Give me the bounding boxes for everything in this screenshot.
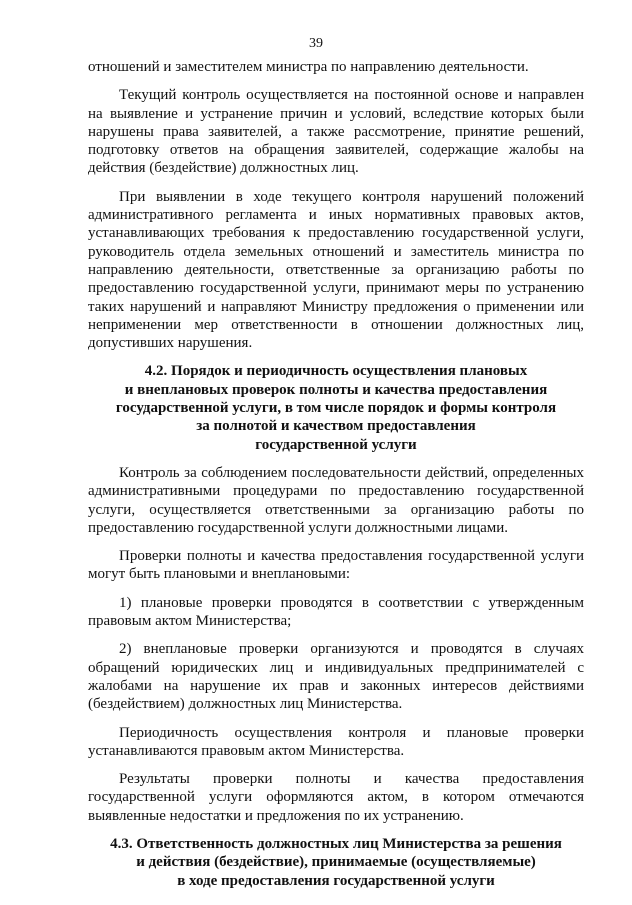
section-4-2-title-line: за полнотой и качеством предоставления — [196, 418, 476, 435]
section-4-2-title-line: государственной услуги — [255, 436, 417, 453]
section-4-3-title-line: 4.3. Ответственность должностных лиц Министерства за решения — [110, 835, 562, 852]
section-4-2-title-line: государственной услуги, в том числе порядок и формы контроля — [115, 400, 557, 417]
paragraph-sequence-control: Контроль за соблюдением последовательности действий, определенных административными процедурами по предоставлению государственной услуги, осуществляется ответственными за организацию работы по предоставлению государственной услуги должностными лицами. — [88, 464, 584, 536]
section-4-3-title-line: и действия (бездействие), принимаемые (осуществляемые) — [136, 854, 536, 871]
paragraph-violations: При выявлении в ходе текущего контроля нарушений положений административного регламента и иных нормативных правовых актов, устанавливающих требования к предоставлению государственной услуги, руководитель отдела земельных отношений и заместитель министра по направлению деятельности, ответственные за организацию работы по предоставлению государственной услуги, принимают меры по устранению таких нарушений и направляют Министру предложения о применении или неприменении мер ответственности в отношении должностных лиц, допустивших нарушения. — [88, 188, 584, 352]
paragraph-continuation: отношений и заместителем министра по направлению деятельности. — [88, 59, 529, 75]
paragraph-check-types: Проверки полноты и качества предоставления государственной услуги могут быть плановыми и внеплановыми: — [88, 548, 584, 583]
section-4-3-heading — [88, 835, 584, 890]
paragraph-current-control: Текущий контроль осуществляется на постоянной основе и направлен на выявление и устранение причин и условий, вследствие которых были нарушены права заявителей, а также рассмотрение, принятие решений, подготовку ответов на обращения заявителей, содержащие жалобы на действия (бездействие) должностных лиц. — [88, 87, 584, 177]
paragraph-results: Результаты проверки полноты и качества предоставления государственной услуги оформляются актом, в котором отмечаются выявленные недостатки и предложения по их устранению. — [88, 771, 584, 824]
paragraph-periodicity: Периодичность осуществления контроля и плановые проверки устанавливаются правовым актом Министерства. — [88, 724, 584, 759]
paragraph-unplanned-checks: 2) внеплановые проверки организуются и проводятся в случаях обращений юридических лиц и индивидуальных предпринимателей с жалобами на нарушение их прав и законных интересов действиями (бездействием) должностных лиц Министерства. — [88, 641, 584, 713]
section-4-3-title-line: в ходе предоставления государственной услуги — [177, 872, 495, 889]
page-content — [88, 58, 584, 900]
paragraph-planned-checks: 1) плановые проверки проводятся в соответствии с утвержденным правовым актом Министерства; — [88, 594, 584, 630]
section-4-2-heading — [88, 362, 584, 453]
section-4-2-title-line: и внеплановых проверок полноты и качества предоставления — [124, 381, 548, 398]
section-4-2-title-line: 4.2. Порядок и периодичность осуществления плановых — [144, 363, 528, 380]
page-number: 39 — [309, 36, 323, 51]
